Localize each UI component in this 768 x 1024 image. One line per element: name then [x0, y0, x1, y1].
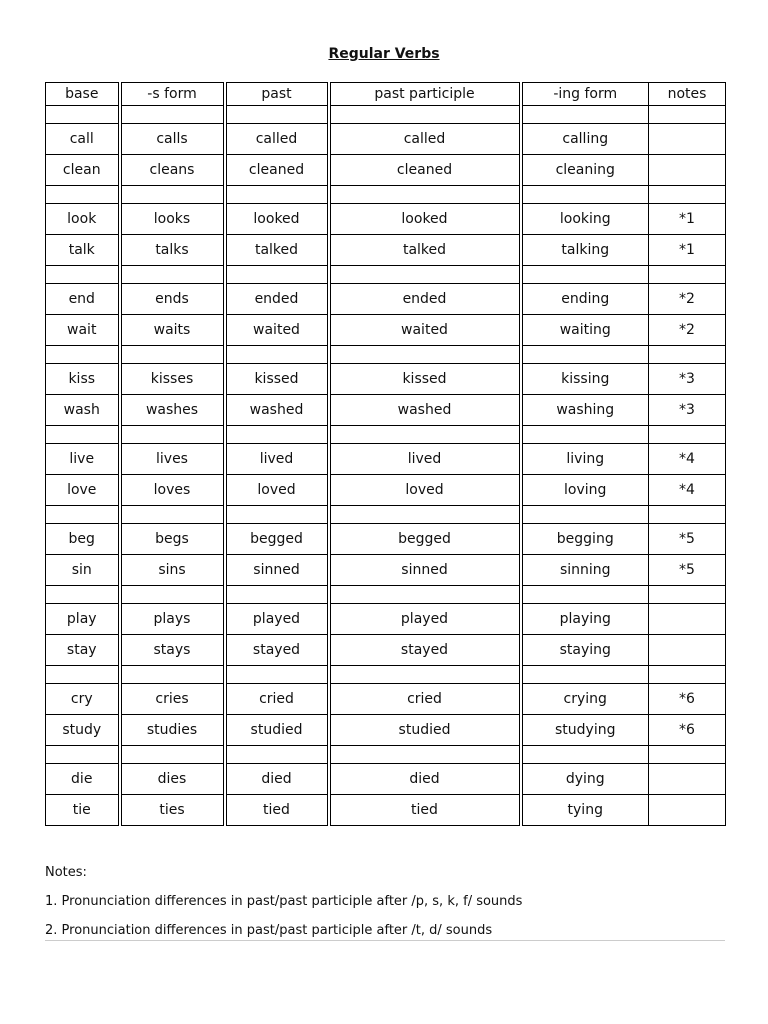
note-2: 2. Pronunciation differences in past/past participle after /t, d/ sounds	[45, 923, 493, 938]
table-row	[46, 364, 726, 395]
table-row	[46, 124, 726, 155]
notes-cell	[649, 604, 726, 635]
past-participle-cell: talked	[329, 235, 521, 266]
table-row	[46, 635, 726, 666]
past-cell: washed	[225, 395, 329, 426]
past-participle-cell: looked	[329, 204, 521, 235]
spacer-cell	[329, 186, 521, 204]
base-cell: end	[46, 284, 120, 315]
s-form-cell: ties	[120, 795, 225, 826]
ing-form-cell: kissing	[521, 364, 649, 395]
spacer-cell	[120, 346, 225, 364]
s-form-cell: talks	[120, 235, 225, 266]
page-divider	[45, 940, 725, 941]
s-form-cell: kisses	[120, 364, 225, 395]
past-participle-cell: cleaned	[329, 155, 521, 186]
spacer-cell	[521, 266, 649, 284]
past-cell: begged	[225, 524, 329, 555]
notes-cell	[649, 635, 726, 666]
s-form-cell: begs	[120, 524, 225, 555]
spacer-cell	[329, 346, 521, 364]
spacer-cell	[329, 266, 521, 284]
table-row	[46, 155, 726, 186]
s-form-cell: plays	[120, 604, 225, 635]
spacer-cell	[46, 426, 120, 444]
spacer-cell	[225, 586, 329, 604]
spacer-row	[46, 426, 726, 444]
table-row	[46, 795, 726, 826]
base-cell: love	[46, 475, 120, 506]
base-cell: stay	[46, 635, 120, 666]
base-cell: kiss	[46, 364, 120, 395]
spacer-cell	[225, 506, 329, 524]
notes-cell: *6	[649, 684, 726, 715]
spacer-cell	[46, 346, 120, 364]
page-title-text: Regular Verbs	[328, 46, 440, 62]
spacer-cell	[46, 666, 120, 684]
spacer-row	[46, 346, 726, 364]
spacer-cell	[521, 106, 649, 124]
s-form-cell: ends	[120, 284, 225, 315]
past-cell: called	[225, 124, 329, 155]
header-ing-form: -ing form	[521, 83, 649, 106]
spacer-cell	[649, 266, 726, 284]
spacer-cell	[649, 426, 726, 444]
spacer-cell	[46, 106, 120, 124]
spacer-row	[46, 586, 726, 604]
spacer-cell	[120, 186, 225, 204]
s-form-cell: loves	[120, 475, 225, 506]
ing-form-cell: crying	[521, 684, 649, 715]
ing-form-cell: cleaning	[521, 155, 649, 186]
ing-form-cell: ending	[521, 284, 649, 315]
spacer-cell	[649, 746, 726, 764]
spacer-cell	[329, 666, 521, 684]
s-form-cell: stays	[120, 635, 225, 666]
ing-form-cell: playing	[521, 604, 649, 635]
header-past-participle: past participle	[329, 83, 521, 106]
page-title	[0, 46, 768, 62]
spacer-cell	[329, 586, 521, 604]
past-cell: sinned	[225, 555, 329, 586]
s-form-cell: waits	[120, 315, 225, 346]
notes-cell: *4	[649, 444, 726, 475]
spacer-cell	[521, 746, 649, 764]
past-participle-cell: played	[329, 604, 521, 635]
base-cell: study	[46, 715, 120, 746]
spacer-cell	[225, 106, 329, 124]
past-cell: looked	[225, 204, 329, 235]
base-cell: play	[46, 604, 120, 635]
table-row	[46, 284, 726, 315]
table-row	[46, 764, 726, 795]
past-cell: waited	[225, 315, 329, 346]
spacer-cell	[329, 506, 521, 524]
base-cell: talk	[46, 235, 120, 266]
spacer-cell	[521, 346, 649, 364]
ing-form-cell: calling	[521, 124, 649, 155]
ing-form-cell: studying	[521, 715, 649, 746]
spacer-cell	[225, 426, 329, 444]
notes-cell: *4	[649, 475, 726, 506]
past-participle-cell: ended	[329, 284, 521, 315]
notes-cell: *1	[649, 235, 726, 266]
past-cell: cried	[225, 684, 329, 715]
spacer-cell	[521, 426, 649, 444]
ing-form-cell: tying	[521, 795, 649, 826]
s-form-cell: looks	[120, 204, 225, 235]
table-row	[46, 444, 726, 475]
past-participle-cell: sinned	[329, 555, 521, 586]
spacer-cell	[649, 346, 726, 364]
s-form-cell: lives	[120, 444, 225, 475]
past-participle-cell: tied	[329, 795, 521, 826]
spacer-cell	[120, 586, 225, 604]
past-cell: ended	[225, 284, 329, 315]
spacer-cell	[649, 586, 726, 604]
past-cell: loved	[225, 475, 329, 506]
ing-form-cell: begging	[521, 524, 649, 555]
base-cell: clean	[46, 155, 120, 186]
table-row	[46, 475, 726, 506]
past-cell: lived	[225, 444, 329, 475]
past-cell: kissed	[225, 364, 329, 395]
spacer-row	[46, 266, 726, 284]
notes-cell: *5	[649, 524, 726, 555]
s-form-cell: sins	[120, 555, 225, 586]
header-s-form: -s form	[120, 83, 225, 106]
spacer-cell	[521, 666, 649, 684]
notes-heading: Notes:	[45, 865, 87, 880]
s-form-cell: cries	[120, 684, 225, 715]
spacer-cell	[521, 586, 649, 604]
notes-cell: *6	[649, 715, 726, 746]
ing-form-cell: looking	[521, 204, 649, 235]
past-participle-cell: waited	[329, 315, 521, 346]
notes-cell: *2	[649, 284, 726, 315]
ing-form-cell: washing	[521, 395, 649, 426]
past-cell: played	[225, 604, 329, 635]
base-cell: wait	[46, 315, 120, 346]
base-cell: wash	[46, 395, 120, 426]
notes-section	[45, 858, 725, 945]
spacer-cell	[521, 186, 649, 204]
ing-form-cell: living	[521, 444, 649, 475]
notes-cell	[649, 795, 726, 826]
s-form-cell: cleans	[120, 155, 225, 186]
header-row	[46, 83, 726, 106]
past-participle-cell: stayed	[329, 635, 521, 666]
base-cell: tie	[46, 795, 120, 826]
past-cell: stayed	[225, 635, 329, 666]
spacer-cell	[46, 586, 120, 604]
spacer-cell	[120, 666, 225, 684]
header-notes: notes	[649, 83, 726, 106]
spacer-cell	[225, 666, 329, 684]
table-row	[46, 715, 726, 746]
spacer-cell	[329, 426, 521, 444]
notes-cell: *3	[649, 364, 726, 395]
table-row	[46, 395, 726, 426]
table-row	[46, 235, 726, 266]
s-form-cell: studies	[120, 715, 225, 746]
notes-cell	[649, 155, 726, 186]
past-participle-cell: kissed	[329, 364, 521, 395]
base-cell: beg	[46, 524, 120, 555]
spacer-cell	[46, 506, 120, 524]
spacer-row	[46, 506, 726, 524]
spacer-cell	[329, 106, 521, 124]
spacer-cell	[46, 746, 120, 764]
base-cell: live	[46, 444, 120, 475]
spacer-cell	[120, 266, 225, 284]
notes-cell	[649, 124, 726, 155]
past-participle-cell: washed	[329, 395, 521, 426]
spacer-cell	[46, 266, 120, 284]
notes-cell	[649, 764, 726, 795]
notes-cell: *5	[649, 555, 726, 586]
past-cell: studied	[225, 715, 329, 746]
spacer-cell	[120, 106, 225, 124]
spacer-row	[46, 186, 726, 204]
spacer-cell	[225, 186, 329, 204]
note-1: 1. Pronunciation differences in past/past participle after /p, s, k, f/ sounds	[45, 894, 523, 909]
past-participle-cell: begged	[329, 524, 521, 555]
spacer-cell	[649, 506, 726, 524]
past-participle-cell: cried	[329, 684, 521, 715]
notes-cell: *1	[649, 204, 726, 235]
spacer-row	[46, 746, 726, 764]
table-row	[46, 684, 726, 715]
ing-form-cell: waiting	[521, 315, 649, 346]
spacer-cell	[120, 746, 225, 764]
base-cell: sin	[46, 555, 120, 586]
table-row	[46, 204, 726, 235]
past-participle-cell: loved	[329, 475, 521, 506]
table-row	[46, 604, 726, 635]
base-cell: call	[46, 124, 120, 155]
base-cell: look	[46, 204, 120, 235]
spacer-cell	[225, 346, 329, 364]
spacer-cell	[521, 506, 649, 524]
past-participle-cell: lived	[329, 444, 521, 475]
table-row	[46, 315, 726, 346]
spacer-row	[46, 666, 726, 684]
s-form-cell: washes	[120, 395, 225, 426]
notes-cell: *3	[649, 395, 726, 426]
base-cell: die	[46, 764, 120, 795]
spacer-cell	[329, 746, 521, 764]
past-cell: tied	[225, 795, 329, 826]
past-cell: cleaned	[225, 155, 329, 186]
ing-form-cell: dying	[521, 764, 649, 795]
past-participle-cell: called	[329, 124, 521, 155]
base-cell: cry	[46, 684, 120, 715]
spacer-cell	[225, 746, 329, 764]
spacer-cell	[120, 426, 225, 444]
table-row	[46, 524, 726, 555]
past-cell: talked	[225, 235, 329, 266]
table-row	[46, 555, 726, 586]
ing-form-cell: sinning	[521, 555, 649, 586]
ing-form-cell: talking	[521, 235, 649, 266]
spacer-cell	[649, 106, 726, 124]
verbs-table	[45, 82, 726, 826]
spacer-cell	[649, 186, 726, 204]
spacer-cell	[649, 666, 726, 684]
past-cell: died	[225, 764, 329, 795]
s-form-cell: dies	[120, 764, 225, 795]
spacer-row	[46, 106, 726, 124]
past-participle-cell: died	[329, 764, 521, 795]
spacer-cell	[225, 266, 329, 284]
header-past: past	[225, 83, 329, 106]
spacer-cell	[120, 506, 225, 524]
ing-form-cell: staying	[521, 635, 649, 666]
past-participle-cell: studied	[329, 715, 521, 746]
s-form-cell: calls	[120, 124, 225, 155]
ing-form-cell: loving	[521, 475, 649, 506]
header-base: base	[46, 83, 120, 106]
spacer-cell	[46, 186, 120, 204]
notes-cell: *2	[649, 315, 726, 346]
